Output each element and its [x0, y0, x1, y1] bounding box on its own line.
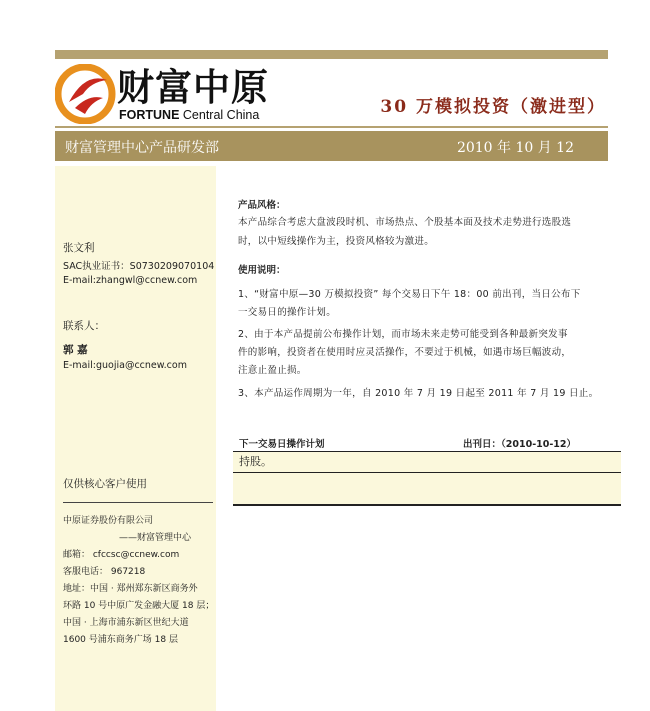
logo-en-bold: FORTUNE [119, 108, 180, 122]
address-line-2: 环路 10 号中原广发金融大厦 18 层； [63, 601, 215, 611]
usage-2-line-3: 注意止盈止损。 [238, 365, 307, 376]
plan-header [233, 436, 621, 450]
usage-1-line-1: 1、“财富中原—30 万模拟投资” 每个交易日下午 18：00 前出刊，当日公布下 [238, 289, 581, 300]
plan-row-1 [233, 452, 621, 472]
analyst-name: 张文利 [63, 242, 95, 254]
analyst-email: E-mail:zhangwl@ccnew.com [63, 275, 198, 286]
client-notice: 仅供核心客户使用 [63, 478, 147, 490]
department-name: 财富管理中心产品研发部 [65, 140, 219, 156]
sidebar-separator [63, 502, 213, 503]
title-rule [55, 126, 608, 128]
contact-email: E-mail:guojia@ccnew.com [63, 360, 187, 371]
contact-label: 联系人： [63, 320, 105, 332]
plan-row-1-text: 持股。 [239, 455, 272, 468]
address-line-3: 中国 · 上海市浦东新区世纪大道 [63, 618, 189, 628]
plan-bottom-rule [233, 504, 621, 506]
style-line-2: 时，以中短线操作为主，投资风格较为激进。 [238, 236, 435, 247]
address-line-1: 地址：中国 · 郑州郑东新区商务外 [63, 584, 198, 594]
top-decor-bar [55, 50, 608, 59]
sidebar [55, 166, 216, 711]
company-name: 中原证券股份有限公司 [63, 516, 154, 526]
contact-name: 郭 嘉 [63, 344, 88, 356]
service-phone: 客服电话： 967218 [63, 567, 146, 577]
logo-en-rest: Central China [179, 108, 260, 122]
header-band [55, 131, 608, 161]
address-line-4: 1600 号浦东商务广场 18 层 [63, 635, 178, 645]
report-date: 2010 年 10 月 12 [456, 140, 574, 156]
company-logo [55, 64, 275, 124]
contact-mail: 邮箱： cfccsc@ccnew.com [63, 550, 180, 560]
plan-row-2 [233, 473, 621, 504]
logo-chinese-name: 财富中原 [117, 66, 269, 109]
usage-3: 3、本产品运作周期为一年，自 2010 年 7 月 19 日起至 2011 年 7 月 19 日止。 [238, 388, 599, 399]
fortune-logo-icon [55, 64, 117, 124]
plan-date: 出刊日：（2010-10-12） [463, 439, 577, 450]
logo-english-name [119, 108, 259, 122]
style-heading: 产品风格： [238, 200, 286, 211]
usage-2-line-2: 件的影响，投资者在使用时应灵活操作，不要过于机械，如遇市场巨幅波动， [238, 347, 572, 358]
analyst-cert: SAC执业证书：S0730209070104 [63, 261, 215, 272]
usage-2-line-1: 2、由于本产品提前公布操作计划，而市场未来走势可能受到各种最新突发事 [238, 329, 568, 340]
usage-1-line-2: 一交易日的操作计划。 [238, 307, 337, 318]
company-subdivision: ——财富管理中心 [119, 533, 192, 543]
usage-heading: 使用说明： [238, 265, 286, 276]
style-line-1: 本产品综合考虑大盘波段时机、市场热点、个股基本面及技术走势进行选股选 [238, 217, 572, 228]
document-title: 30 万模拟投资（激进型） [380, 97, 606, 117]
plan-title: 下一交易日操作计划 [239, 439, 325, 450]
